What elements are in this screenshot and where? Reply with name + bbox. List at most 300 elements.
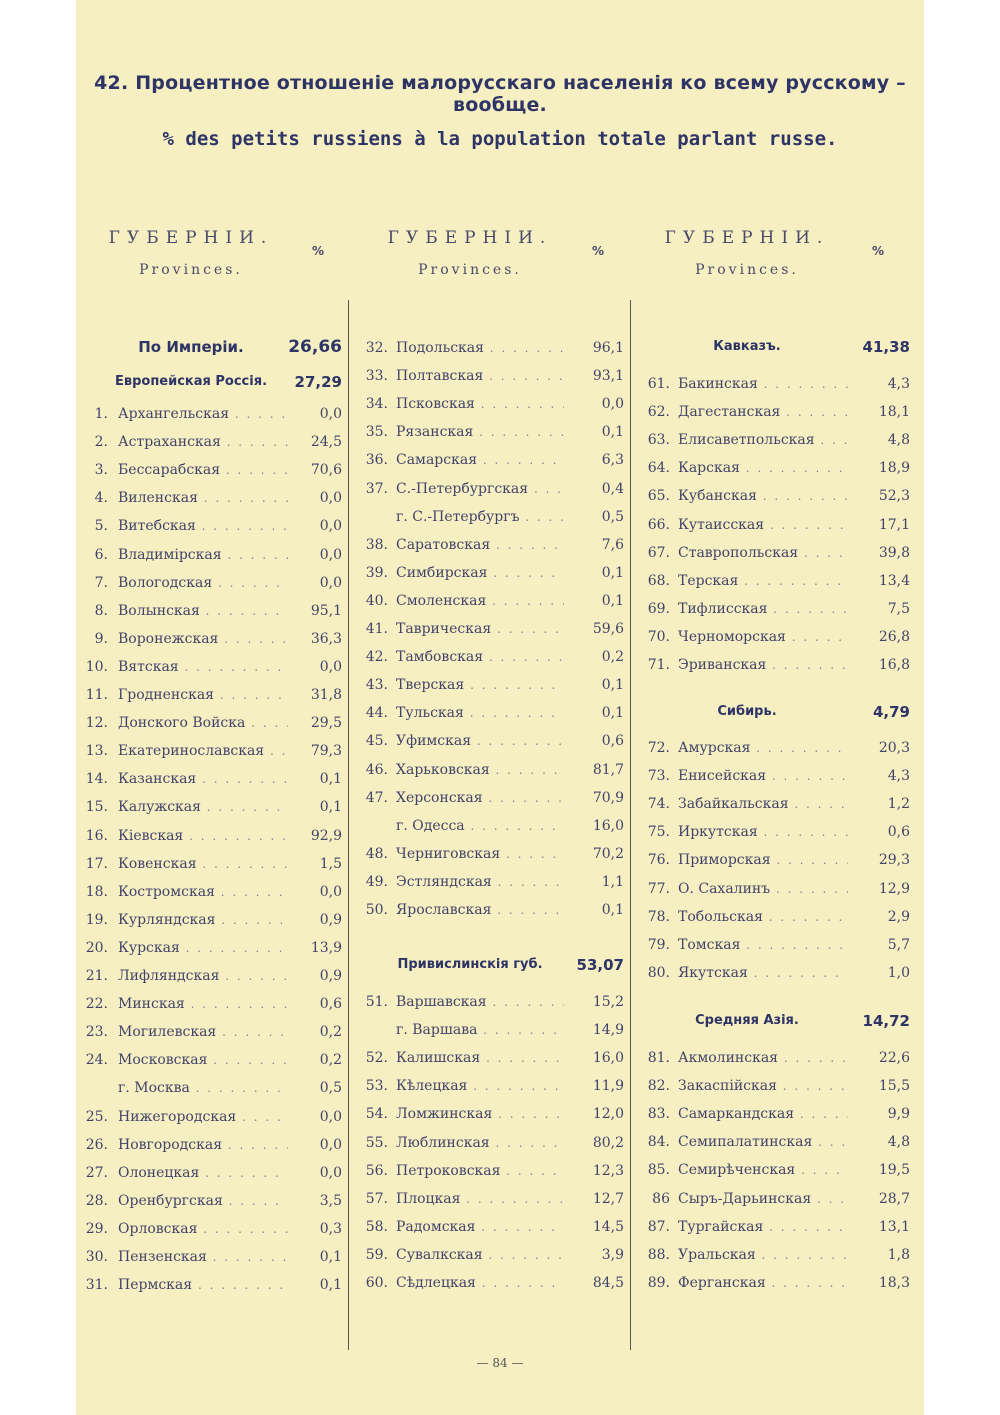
row-number: 43. bbox=[365, 677, 388, 694]
percent-value: 70,2 bbox=[592, 845, 624, 862]
row-number: 7. bbox=[94, 574, 108, 591]
percent-value: 3,9 bbox=[601, 1246, 624, 1263]
province-name: Варшавская . . . bbox=[396, 990, 564, 1014]
col2-header bbox=[380, 228, 560, 278]
row-number: 40. bbox=[365, 592, 388, 609]
province-name: Херсонская . . . bbox=[396, 786, 564, 810]
province-name: О. Сахалинъ . . . bbox=[678, 877, 848, 901]
group-name: Средняя Азія. bbox=[695, 1013, 799, 1028]
page-title: 42. Процентное отношеніе малорусскаго населенія ко всему русскому – вообще. bbox=[94, 72, 906, 116]
province-name: Рязанская . . . bbox=[396, 420, 564, 444]
group-name: Сибирь. bbox=[717, 704, 777, 719]
table-row bbox=[76, 484, 924, 508]
table-row bbox=[76, 372, 924, 396]
row-number: 63. bbox=[647, 432, 670, 449]
row-number: 81. bbox=[647, 1050, 670, 1066]
province-name: г. Варшава . . . bbox=[396, 1018, 564, 1042]
row-number: 53. bbox=[365, 1078, 388, 1095]
row-number: 5. bbox=[94, 518, 108, 535]
row-number: 69. bbox=[647, 600, 670, 617]
percent-value: 0,0 bbox=[319, 518, 342, 535]
percent-value: 14,9 bbox=[592, 1022, 624, 1039]
province-name: Закаспійская . . . bbox=[678, 1074, 848, 1098]
province-name: Бессарабская . . . bbox=[118, 458, 288, 482]
percent-value: 0,1 bbox=[601, 564, 624, 581]
row-number: 18. bbox=[85, 883, 108, 900]
percent-value: 0,6 bbox=[601, 733, 624, 750]
province-name: Дагестанская . . . bbox=[678, 400, 848, 424]
row-number: 28. bbox=[85, 1192, 108, 1209]
province-name: Пермская . . . bbox=[118, 1273, 288, 1297]
group-name: По Имперіи. bbox=[138, 338, 244, 356]
percent-value: 0,1 bbox=[319, 771, 342, 788]
row-number: 58. bbox=[365, 1218, 388, 1235]
col1-header bbox=[106, 228, 276, 278]
percent-value: 12,7 bbox=[592, 1190, 624, 1207]
province-name: Новгородская . . . bbox=[118, 1133, 288, 1157]
row-number: 48. bbox=[365, 845, 388, 862]
province-name: Орловская . . . bbox=[118, 1217, 288, 1241]
percent-value: 6,3 bbox=[601, 452, 624, 469]
percent-value: 1,1 bbox=[601, 873, 624, 890]
row-number: 47. bbox=[365, 789, 388, 806]
table-row bbox=[76, 653, 924, 677]
group-value: 14,72 bbox=[862, 1012, 910, 1030]
percent-value: 79,3 bbox=[310, 743, 342, 760]
province-name: Кѣлецкая . . . bbox=[396, 1074, 564, 1098]
province-name: Ломжинская . . . bbox=[396, 1102, 564, 1126]
row-number: 72. bbox=[647, 740, 670, 756]
row-number: 85. bbox=[647, 1162, 670, 1179]
table-row bbox=[76, 1187, 924, 1211]
col2-pct-header: % bbox=[592, 244, 605, 258]
percent-value: 0,1 bbox=[319, 1277, 342, 1294]
province-name: Тургайская . . . bbox=[678, 1215, 848, 1239]
percent-value: 7,6 bbox=[601, 536, 624, 553]
row-number: 60. bbox=[365, 1275, 388, 1291]
percent-value: 0,1 bbox=[601, 424, 624, 441]
province-name: Могилевская . . . bbox=[118, 1020, 288, 1044]
province-name: Бакинская . . . bbox=[678, 372, 848, 396]
province-name: Ярославская . . . bbox=[396, 898, 564, 922]
percent-value: 0,9 bbox=[319, 911, 342, 928]
percent-value: 36,3 bbox=[310, 630, 342, 647]
percent-value: 0,1 bbox=[319, 1249, 342, 1265]
row-number: 78. bbox=[647, 908, 670, 925]
percent-value: 29,5 bbox=[310, 715, 342, 732]
percent-value: 0,0 bbox=[319, 658, 342, 675]
table-row bbox=[76, 625, 924, 649]
province-name: Тобольская . . . bbox=[678, 905, 848, 929]
percent-value: 4,8 bbox=[887, 432, 910, 449]
province-name: Тамбовская . . . bbox=[396, 645, 564, 669]
row-number: 89. bbox=[647, 1274, 670, 1291]
province-name: Архангельская . . . bbox=[118, 402, 288, 426]
province-name: Калишская . . . bbox=[396, 1046, 564, 1070]
province-name: Эриванская . . . bbox=[678, 653, 848, 677]
percent-value: 59,6 bbox=[592, 621, 624, 637]
province-name: Семирѣченская . . . bbox=[678, 1158, 848, 1182]
province-name: Якутская . . . bbox=[678, 961, 848, 985]
table-row bbox=[76, 1130, 924, 1154]
row-number: 54. bbox=[365, 1106, 388, 1123]
row-number: 35. bbox=[365, 424, 388, 441]
province-name: Псковская . . . bbox=[396, 392, 564, 416]
group-value: 41,38 bbox=[862, 338, 910, 356]
table-row bbox=[76, 597, 924, 621]
group-name: Европейская Россія. bbox=[114, 374, 268, 389]
percent-value: 0,2 bbox=[319, 1024, 342, 1041]
row-number: 74. bbox=[647, 796, 670, 813]
percent-value: 0,0 bbox=[319, 1136, 342, 1153]
row-number: 83. bbox=[647, 1106, 670, 1123]
province-name: Семипалатинская . . . bbox=[678, 1130, 848, 1154]
province-name: Сувалкская . . . bbox=[396, 1243, 564, 1267]
table-row bbox=[76, 400, 924, 424]
header-fr: Provinces. bbox=[418, 262, 522, 278]
province-name: Курская . . . bbox=[118, 936, 288, 960]
percent-value: 52,3 bbox=[878, 488, 910, 505]
percent-value: 0,1 bbox=[319, 799, 342, 816]
row-number: 71. bbox=[647, 657, 670, 673]
header-fr: Provinces. bbox=[139, 262, 243, 278]
row-number: 23. bbox=[85, 1024, 108, 1041]
province-name: Уфимская . . . bbox=[396, 729, 564, 753]
province-name: Таврическая . . . bbox=[396, 617, 564, 641]
percent-value: 0,5 bbox=[601, 508, 624, 525]
percent-value: 39,8 bbox=[878, 544, 910, 561]
table-row bbox=[76, 792, 924, 816]
row-number: 37. bbox=[365, 480, 388, 497]
row-number: 15. bbox=[85, 799, 108, 816]
row-number: 73. bbox=[647, 768, 670, 785]
group-row bbox=[76, 1008, 924, 1034]
percent-value: 0,0 bbox=[601, 396, 624, 413]
col3-pct-header: % bbox=[872, 244, 885, 258]
province-name: Елисаветпольская . . . bbox=[678, 428, 848, 452]
row-number: 24. bbox=[85, 1052, 108, 1069]
province-name: Витебская . . . bbox=[118, 514, 288, 538]
group-value: 27,29 bbox=[294, 373, 342, 391]
row-number: 88. bbox=[647, 1246, 670, 1263]
percent-value: 95,1 bbox=[310, 602, 342, 619]
row-number: 55. bbox=[365, 1134, 388, 1151]
table-row bbox=[76, 1046, 924, 1070]
percent-value: 70,6 bbox=[310, 462, 342, 479]
row-number: 22. bbox=[85, 996, 108, 1013]
row-number: 44. bbox=[365, 705, 388, 722]
province-name: Минская . . . bbox=[118, 992, 288, 1016]
table-row bbox=[76, 1102, 924, 1126]
province-name: Терская . . . bbox=[678, 569, 848, 593]
province-name: Смоленская . . . bbox=[396, 589, 564, 613]
row-number: 67. bbox=[647, 544, 670, 561]
group-value: 53,07 bbox=[576, 956, 624, 974]
province-name: Сыръ-Дарьинская . . . bbox=[678, 1187, 848, 1211]
percent-value: 3,5 bbox=[319, 1192, 342, 1209]
header-fr: Provinces. bbox=[695, 262, 799, 278]
percent-value: 0,0 bbox=[319, 546, 342, 563]
percent-value: 13,1 bbox=[878, 1218, 910, 1235]
province-name: Томская . . . bbox=[678, 933, 848, 957]
province-name: Енисейская . . . bbox=[678, 764, 848, 788]
percent-value: 18,1 bbox=[878, 404, 910, 421]
percent-value: 13,4 bbox=[878, 572, 910, 589]
percent-value: 2,9 bbox=[887, 908, 910, 925]
row-number: 13. bbox=[85, 743, 108, 760]
percent-value: 96,1 bbox=[592, 340, 624, 356]
table-row bbox=[76, 1243, 924, 1267]
row-number: 25. bbox=[85, 1108, 108, 1125]
row-number: 16. bbox=[85, 827, 108, 844]
percent-value: 0,2 bbox=[601, 649, 624, 666]
row-number: 56. bbox=[365, 1162, 388, 1179]
row-number: 4. bbox=[94, 490, 108, 507]
province-name: Люблинская . . . bbox=[396, 1131, 564, 1155]
province-name: Московская . . . bbox=[118, 1048, 288, 1072]
province-name: Ставропольская . . . bbox=[678, 541, 848, 565]
row-number: 68. bbox=[647, 572, 670, 589]
row-number: 57. bbox=[365, 1190, 388, 1207]
percent-value: 11,9 bbox=[592, 1078, 624, 1095]
province-name: Саратовская . . . bbox=[396, 533, 564, 557]
row-number: 3. bbox=[94, 462, 108, 479]
province-name: Самарская . . . bbox=[396, 448, 564, 472]
row-number: 75. bbox=[647, 824, 670, 841]
province-name: Кіевская . . . bbox=[118, 824, 288, 848]
row-number: 12. bbox=[85, 715, 108, 732]
province-name: Вологодская . . . bbox=[118, 571, 288, 595]
group-value: 4,79 bbox=[872, 703, 910, 721]
percent-value: 9,9 bbox=[887, 1106, 910, 1123]
province-name: Тифлисская . . . bbox=[678, 597, 848, 621]
row-number: 26. bbox=[85, 1136, 108, 1153]
row-number: 86 bbox=[652, 1190, 670, 1207]
row-number: 1. bbox=[94, 406, 108, 422]
row-number: 20. bbox=[85, 939, 108, 956]
province-name: Гродненская . . . bbox=[118, 683, 288, 707]
document-page bbox=[76, 0, 924, 1415]
percent-value: 0,4 bbox=[601, 480, 624, 497]
row-number: 29. bbox=[85, 1220, 108, 1237]
group-row bbox=[76, 699, 924, 725]
percent-value: 1,5 bbox=[319, 855, 342, 872]
row-number: 39. bbox=[365, 564, 388, 581]
row-number: 59. bbox=[365, 1246, 388, 1263]
row-number: 9. bbox=[94, 630, 108, 647]
row-number: 61. bbox=[647, 376, 670, 392]
percent-value: 17,1 bbox=[878, 516, 910, 533]
percent-value: 22,6 bbox=[878, 1050, 910, 1066]
percent-value: 70,9 bbox=[592, 789, 624, 806]
page-number: — 84 — bbox=[476, 1356, 524, 1370]
row-number: 33. bbox=[365, 368, 388, 385]
province-name: Сѣдлецкая . . . bbox=[396, 1271, 564, 1295]
province-name: Акмолинская . . . bbox=[678, 1046, 848, 1070]
row-number: 41. bbox=[365, 621, 388, 637]
row-number: 49. bbox=[365, 873, 388, 890]
row-number: 6. bbox=[94, 546, 108, 563]
percent-value: 81,7 bbox=[592, 761, 624, 778]
percent-value: 13,9 bbox=[310, 939, 342, 956]
row-number: 17. bbox=[85, 855, 108, 872]
percent-value: 5,7 bbox=[887, 936, 910, 953]
province-name: Курляндская . . . bbox=[118, 908, 288, 932]
province-name: Карская . . . bbox=[678, 456, 848, 480]
province-name: Черниговская . . . bbox=[396, 842, 564, 866]
row-number: 79. bbox=[647, 936, 670, 953]
row-number: 76. bbox=[647, 852, 670, 869]
province-name: Вятская . . . bbox=[118, 655, 288, 679]
percent-value: 12,3 bbox=[592, 1162, 624, 1179]
row-number: 19. bbox=[85, 911, 108, 928]
table-row bbox=[76, 513, 924, 537]
percent-value: 26,8 bbox=[878, 628, 910, 645]
col1-pct-header: % bbox=[312, 244, 325, 258]
header-ru: ГУБЕРНІИ. bbox=[664, 228, 830, 248]
province-name: Черноморская . . . bbox=[678, 625, 848, 649]
province-name: Забайкальская . . . bbox=[678, 792, 848, 816]
province-name: Кутаисская . . . bbox=[678, 513, 848, 537]
province-name: Оренбургская . . . bbox=[118, 1189, 288, 1213]
province-name: Петроковская . . . bbox=[396, 1159, 564, 1183]
table-row bbox=[76, 877, 924, 901]
province-name: Калужская . . . bbox=[118, 795, 288, 819]
row-number: 84. bbox=[647, 1134, 670, 1151]
table-row bbox=[76, 961, 924, 985]
row-number: 65. bbox=[647, 488, 670, 505]
row-number: 46. bbox=[365, 761, 388, 778]
row-number: 62. bbox=[647, 404, 670, 421]
province-name: Воронежская . . . bbox=[118, 627, 288, 651]
row-number: 36. bbox=[365, 452, 388, 469]
province-name: Уральская . . . bbox=[678, 1243, 848, 1267]
percent-value: 16,0 bbox=[592, 817, 624, 834]
percent-value: 16,8 bbox=[878, 657, 910, 673]
table-row bbox=[76, 820, 924, 844]
header-ru: ГУБЕРНІИ. bbox=[108, 228, 274, 248]
row-number: 45. bbox=[365, 733, 388, 750]
province-name: Приморская . . . bbox=[678, 848, 848, 872]
percent-value: 29,3 bbox=[878, 852, 910, 869]
percent-value: 12,0 bbox=[592, 1106, 624, 1123]
table-row bbox=[76, 736, 924, 760]
row-number: 27. bbox=[85, 1164, 108, 1181]
percent-value: 0,1 bbox=[601, 592, 624, 609]
percent-value: 80,2 bbox=[592, 1134, 624, 1151]
percent-value: 0,0 bbox=[319, 1164, 342, 1181]
percent-value: 15,5 bbox=[878, 1078, 910, 1095]
province-name: С.-Петербургская . . . bbox=[396, 477, 564, 501]
percent-value: 18,9 bbox=[878, 460, 910, 477]
province-name: Казанская . . . bbox=[118, 767, 288, 791]
province-name: г. Москва . . . bbox=[118, 1076, 288, 1100]
row-number: 52. bbox=[365, 1050, 388, 1067]
group-row bbox=[76, 334, 924, 360]
percent-value: 1,8 bbox=[887, 1246, 910, 1263]
row-number: 11. bbox=[85, 687, 108, 703]
percent-value: 0,6 bbox=[319, 996, 342, 1013]
province-name: Харьковская . . . bbox=[396, 758, 564, 782]
percent-value: 4,8 bbox=[887, 1134, 910, 1151]
percent-value: 31,8 bbox=[310, 687, 342, 703]
percent-value: 15,2 bbox=[592, 994, 624, 1010]
row-number: 87. bbox=[647, 1218, 670, 1235]
province-name: Иркутская . . . bbox=[678, 820, 848, 844]
table-row bbox=[76, 1074, 924, 1098]
row-number: 64. bbox=[647, 460, 670, 477]
percent-value: 92,9 bbox=[310, 827, 342, 844]
col3-header bbox=[662, 228, 832, 278]
table-row bbox=[76, 1271, 924, 1295]
percent-value: 0,0 bbox=[319, 406, 342, 422]
percent-value: 0,1 bbox=[601, 705, 624, 722]
percent-value: 0,0 bbox=[319, 883, 342, 900]
percent-value: 16,0 bbox=[592, 1050, 624, 1067]
province-name: Кубанская . . . bbox=[678, 484, 848, 508]
group-name: Кавказъ. bbox=[713, 339, 781, 354]
row-number: 32. bbox=[365, 340, 388, 356]
row-number: 10. bbox=[85, 658, 108, 675]
table-row bbox=[76, 848, 924, 872]
province-name: Амурская . . . bbox=[678, 736, 848, 760]
row-number: 42. bbox=[365, 649, 388, 666]
province-name: Радомская . . . bbox=[396, 1215, 564, 1239]
province-name: Эстляндская . . . bbox=[396, 870, 564, 894]
table-row bbox=[76, 456, 924, 480]
percent-value: 0,0 bbox=[319, 490, 342, 507]
province-name: Костромская . . . bbox=[118, 880, 288, 904]
row-number: 82. bbox=[647, 1078, 670, 1095]
percent-value: 19,5 bbox=[878, 1162, 910, 1179]
province-name: Тверская . . . bbox=[396, 673, 564, 697]
row-number: 14. bbox=[85, 771, 108, 788]
province-name: Самаркандская . . . bbox=[678, 1102, 848, 1126]
row-number: 80. bbox=[647, 964, 670, 981]
row-number: 38. bbox=[365, 536, 388, 553]
table-row bbox=[76, 1158, 924, 1182]
row-number: 2. bbox=[94, 434, 108, 451]
group-name: Привислинскія губ. bbox=[397, 957, 543, 972]
province-name: Лифляндская . . . bbox=[118, 964, 288, 988]
percent-value: 0,5 bbox=[319, 1080, 342, 1097]
percent-value: 14,5 bbox=[592, 1218, 624, 1235]
percent-value: 0,1 bbox=[601, 902, 624, 918]
group-value: 26,66 bbox=[288, 337, 342, 357]
row-number: 70. bbox=[647, 628, 670, 645]
row-number: 30. bbox=[85, 1249, 108, 1265]
province-name: Полтавская . . . bbox=[396, 364, 564, 388]
percent-value: 0,0 bbox=[319, 574, 342, 591]
row-number: 51. bbox=[365, 994, 388, 1010]
header-ru: ГУБЕРНІИ. bbox=[387, 228, 553, 248]
percent-value: 7,5 bbox=[887, 600, 910, 617]
province-name: Симбирская . . . bbox=[396, 561, 564, 585]
province-name: Подольская . . . bbox=[396, 336, 564, 360]
row-number: 77. bbox=[647, 880, 670, 897]
province-name: Астраханская . . . bbox=[118, 430, 288, 454]
percent-value: 1,0 bbox=[887, 964, 910, 981]
province-name: Екатеринославская . . . bbox=[118, 739, 288, 763]
province-name: г. С.-Петербургъ . . . bbox=[396, 505, 564, 529]
province-name: Ковенская . . . bbox=[118, 852, 288, 876]
percent-value: 12,9 bbox=[878, 880, 910, 897]
percent-value: 0,1 bbox=[601, 677, 624, 694]
table-row bbox=[76, 933, 924, 957]
percent-value: 0,2 bbox=[319, 1052, 342, 1069]
province-name: Плоцкая . . . bbox=[396, 1187, 564, 1211]
row-number: 31. bbox=[85, 1277, 108, 1294]
